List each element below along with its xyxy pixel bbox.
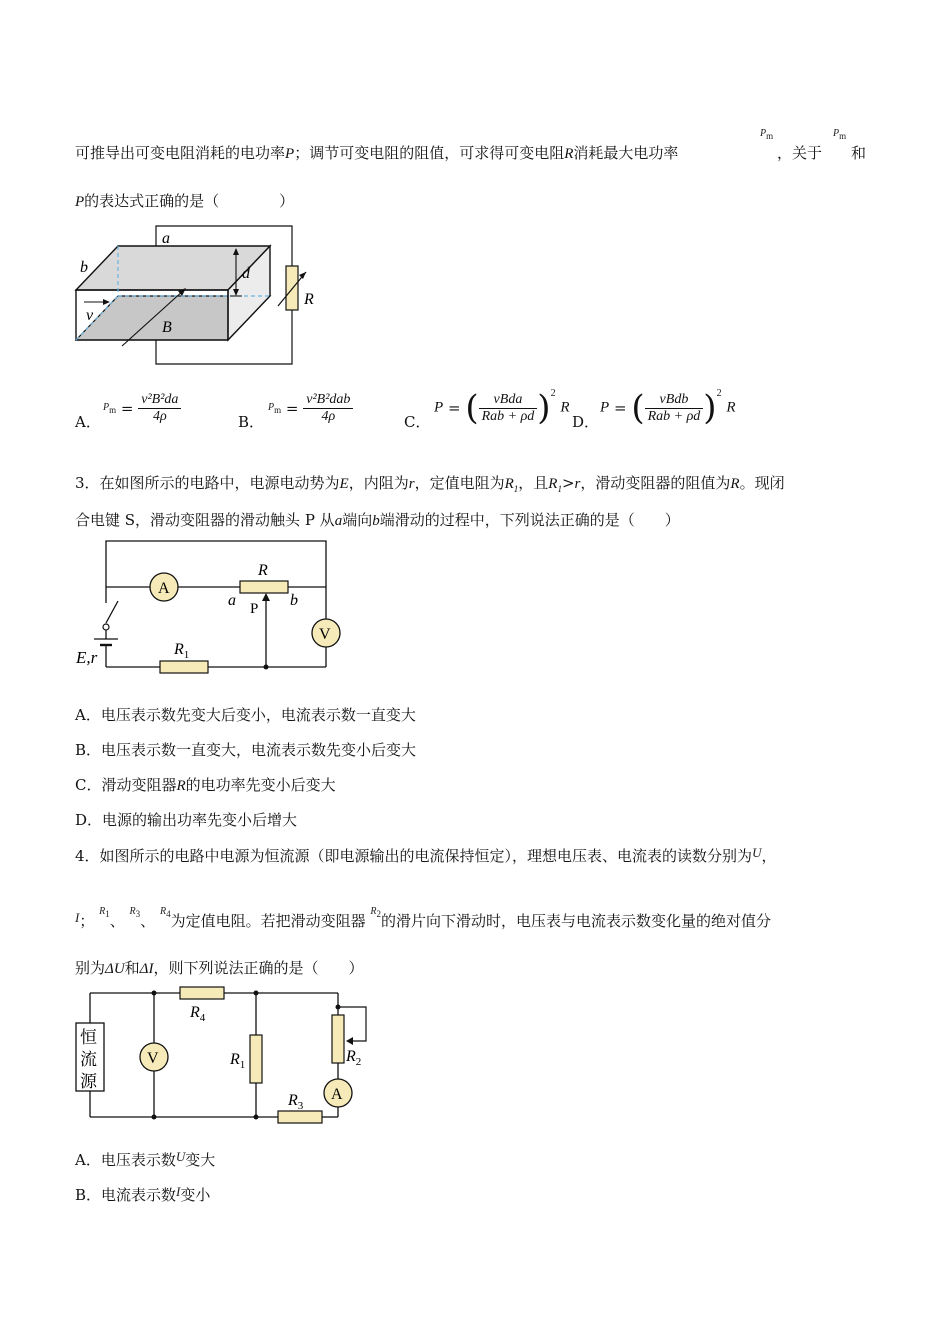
rheostat-label: R xyxy=(258,562,268,579)
q3-option-d[interactable]: D．电源的输出功率先变小后增大 xyxy=(75,811,298,829)
q2-option-d-formula[interactable]: P = ( $\frac{\text{vBdb}}{\text{Rab + ρd}}$ )$^2$ R xyxy=(600,388,736,428)
end-a-label: a xyxy=(228,592,236,609)
slider-p-label: P xyxy=(250,601,259,617)
source-char-3: 源 xyxy=(80,1072,97,1091)
q3-line1: 3．在如图所示的电路中，电源电动势为E，内阻为r，定值电阻为$R_1$，且$R_1>r$，滑动变阻器的阻值为R。现闭 xyxy=(75,474,785,494)
q4-line3: 别为ΔU和ΔI，则下列说法正确的是（ ） xyxy=(75,959,364,977)
q2-option-c-label[interactable]: C． xyxy=(404,413,431,431)
q4-option-b[interactable]: B．电流表示数I变小 xyxy=(75,1184,211,1204)
q3-option-c[interactable]: C．滑动变阻器R的电功率先变小后变大 xyxy=(75,776,336,794)
q2-option-b-label[interactable]: B． xyxy=(238,413,265,431)
q3-option-a[interactable]: A．电压表示数先变大后变小，电流表示数一直变大 xyxy=(75,706,416,724)
r1-label: $R_1$ xyxy=(230,1051,246,1071)
fixed-resistor-label: $R_1$ xyxy=(174,641,190,661)
fig-label-b: b xyxy=(80,259,88,276)
q2-line1: 可推导出可变电阻消耗的电功率P；调节可变电阻的阻值，可求得可变电阻R消耗最大电功率 xyxy=(75,144,679,162)
pm-symbol-1: Pm xyxy=(760,128,774,141)
r2-label: $R_2$ xyxy=(346,1048,362,1068)
q4-option-a[interactable]: A．电压表示数U变大 xyxy=(75,1149,216,1169)
q2-option-a-label[interactable]: A． xyxy=(75,413,101,431)
r3-label: $R_3$ xyxy=(288,1092,304,1112)
q2-line1-cont: ，关于 xyxy=(777,144,823,162)
q2-figure xyxy=(70,222,330,372)
q2-line2: P的表达式正确的是（ ） xyxy=(75,192,295,210)
q2-option-d-label[interactable]: D． xyxy=(572,413,600,431)
q4-figure xyxy=(70,985,380,1130)
ammeter-label-q4: A xyxy=(331,1086,343,1103)
pm-symbol-2: Pm xyxy=(833,128,847,141)
q3-figure xyxy=(70,535,340,675)
fig-label-v: v xyxy=(86,307,94,324)
q2-line1-end: 和 xyxy=(851,144,867,162)
voltmeter-label: V xyxy=(319,626,331,643)
r4-label: $R_4$ xyxy=(190,1004,206,1024)
q2-option-a-formula[interactable]: Pm = $\frac{\text{v²B²da}}{4\rho}$ xyxy=(103,392,181,425)
q4-line2: I； $^{R1}$、 $^{R3}$、 $^{R4}$为定值电阻。若把滑动变阻器 $^{R2}$的滑片向下滑动时，电压表与电流表示数变化量的绝对值分 xyxy=(75,906,771,930)
source-label: E,r xyxy=(76,648,98,667)
fig-label-a: a xyxy=(162,230,170,247)
q2-option-b-formula[interactable]: Pm = $\frac{\text{v²B²dab}}{4\rho}$ xyxy=(268,392,353,425)
fig-label-r: R xyxy=(304,291,314,308)
source-char-1: 恒 xyxy=(80,1028,97,1047)
q4-line1: 4．如图所示的电路中电源为恒流源（即电源输出的电流保持恒定），理想电压表、电流表的读数分别为U， xyxy=(75,845,777,865)
voltmeter-label-q4: V xyxy=(147,1050,159,1067)
q2-option-c-formula[interactable]: P = ( $\frac{\text{vBda}}{\text{Rab + ρd}}$ )$^2$ R xyxy=(434,388,570,428)
source-char-2: 流 xyxy=(80,1050,97,1069)
q3-line2: 合电键 S，滑动变阻器的滑动触头 P 从a端向b端滑动的过程中，下列说法正确的是（ ） xyxy=(75,511,680,529)
fig-label-d: d xyxy=(242,265,250,282)
ammeter-label: A xyxy=(158,580,170,597)
fig-label-bfield: B xyxy=(162,319,172,336)
q3-option-b[interactable]: B．电压表示数一直变大，电流表示数先变小后变大 xyxy=(75,741,417,759)
end-b-label: b xyxy=(290,592,298,609)
